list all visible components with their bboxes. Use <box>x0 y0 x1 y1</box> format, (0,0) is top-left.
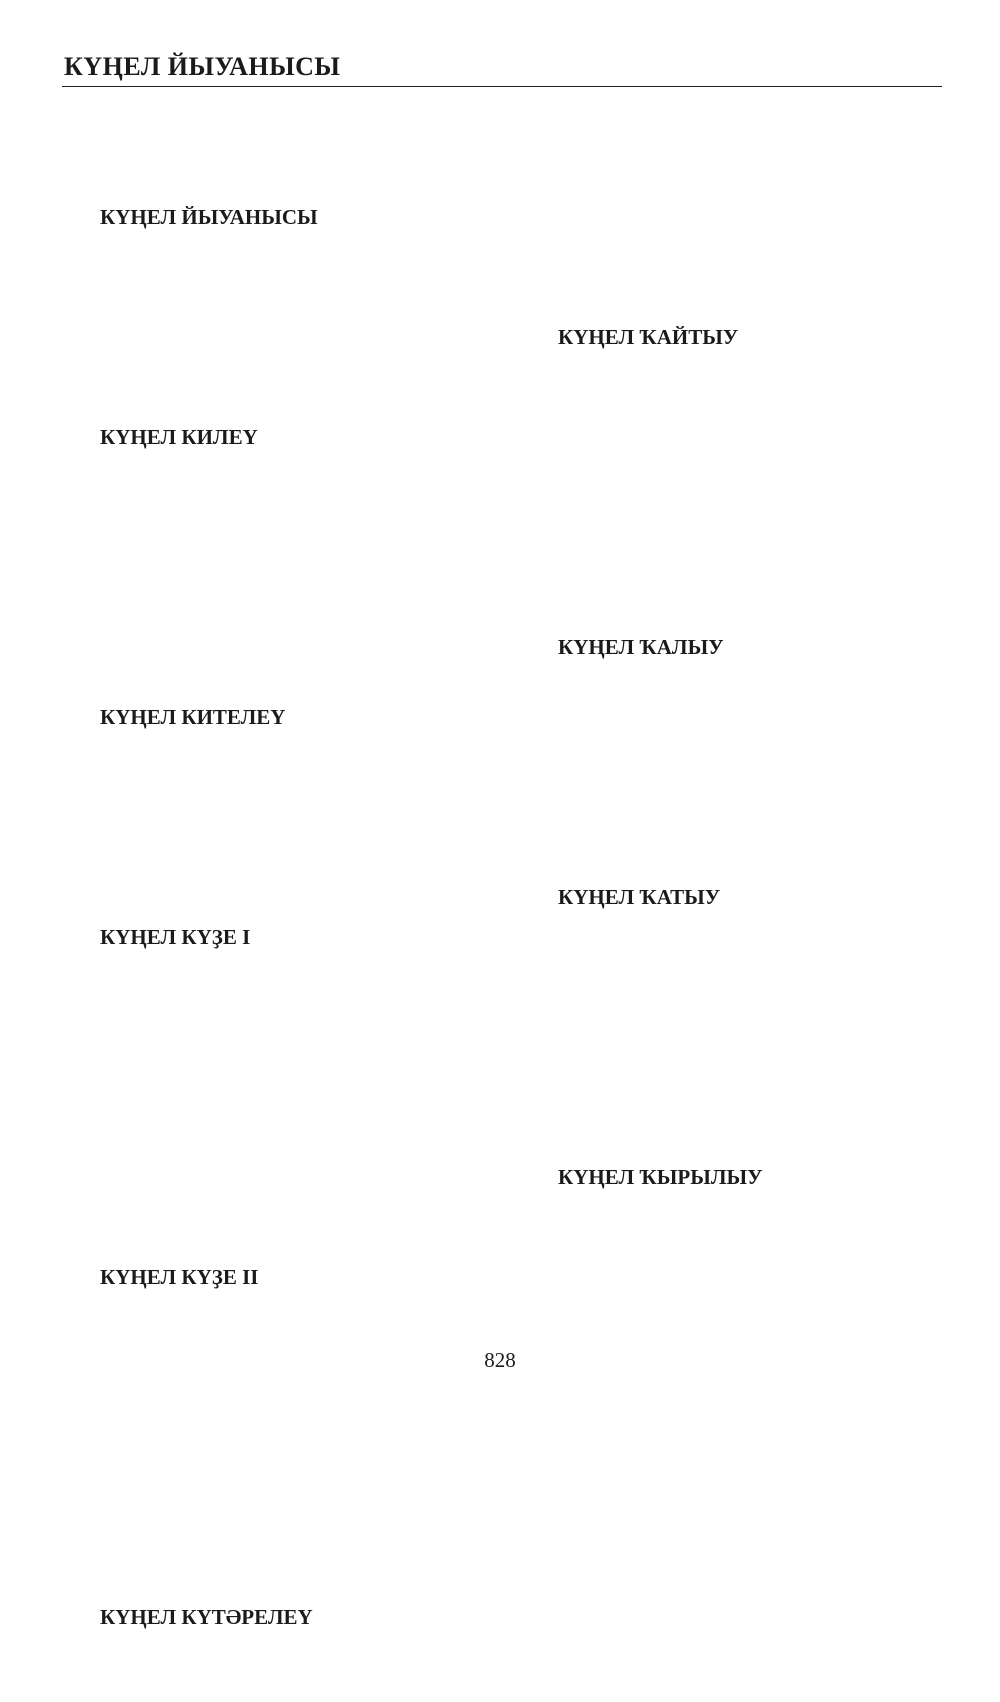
continuation-line <box>64 112 494 142</box>
running-head: КҮҢЕЛ ЙЫУАНЫСЫ <box>64 52 341 81</box>
entry-line <box>64 732 494 762</box>
dictionary-entry <box>522 1162 952 1492</box>
entry-headword: КҮҢЕЛ ҠАТЫУ <box>558 885 721 909</box>
continuation-line <box>522 202 952 232</box>
entry-line <box>522 1402 952 1432</box>
entry-line <box>64 762 494 792</box>
entry-line <box>64 1502 494 1532</box>
entry-line <box>522 912 952 942</box>
continuation-line <box>64 172 494 202</box>
entry-line <box>522 782 952 812</box>
continuation-line <box>522 112 952 142</box>
entry-line <box>64 632 494 662</box>
entry-line <box>522 1062 952 1092</box>
entry-line <box>64 852 494 882</box>
entry-line <box>522 442 952 472</box>
dictionary-entry <box>522 882 952 1152</box>
continuation-line <box>522 142 952 172</box>
entry-line <box>64 292 494 322</box>
entry-line <box>522 842 952 872</box>
entry-line <box>64 512 494 542</box>
page-number: 828 <box>484 1348 516 1372</box>
entry-line <box>522 752 952 782</box>
entry-line <box>64 822 494 852</box>
entry-headword: КҮҢЕЛ ҠАЙТЫУ <box>558 325 739 349</box>
entry-line <box>64 542 494 572</box>
entry-line <box>522 532 952 562</box>
entry-line <box>64 882 494 912</box>
entry-line <box>64 1412 494 1442</box>
entry-line <box>64 262 494 292</box>
entry-line <box>522 1032 952 1062</box>
continuation-line <box>522 262 952 292</box>
entry-line <box>64 452 494 482</box>
entry-headword: КҮҢЕЛ ҠАЛЫУ <box>558 635 724 659</box>
entry-line <box>522 1282 952 1312</box>
entry-line <box>64 352 494 382</box>
entry-line <box>522 1252 952 1282</box>
dictionary-entry <box>64 1602 494 1692</box>
entry-line <box>522 1192 952 1222</box>
entry-line <box>522 502 952 532</box>
continuation-line <box>522 172 952 202</box>
entry-line <box>64 982 494 1012</box>
entry-headword: КҮҢЕЛ ЙЫУАНЫСЫ <box>100 205 318 229</box>
entry-line <box>522 972 952 1002</box>
entry-line <box>64 1192 494 1222</box>
entry-line <box>522 592 952 622</box>
header-rule <box>62 86 942 87</box>
entry-line <box>64 1632 494 1662</box>
entry-line <box>64 1662 494 1692</box>
entry-line <box>64 482 494 512</box>
entry-line <box>522 412 952 442</box>
entry-line <box>64 662 494 692</box>
entry-line <box>64 322 494 352</box>
entry-line <box>522 692 952 722</box>
entry-line <box>64 1132 494 1162</box>
dictionary-entry <box>64 702 494 912</box>
entry-line <box>64 572 494 602</box>
entry-line <box>522 662 952 692</box>
entry-line <box>64 1072 494 1102</box>
dictionary-entry <box>64 422 494 692</box>
entry-line <box>522 1092 952 1122</box>
entry-line <box>64 952 494 982</box>
entry-line <box>64 1162 494 1192</box>
entry-headword: КҮҢЕЛ КҮТӘРЕЛЕҮ <box>100 1605 313 1629</box>
entry-line <box>522 1312 952 1342</box>
entry-line <box>522 562 952 592</box>
entry-line <box>64 1532 494 1562</box>
dictionary-entry <box>522 632 952 872</box>
entry-line <box>522 1002 952 1032</box>
entry-headword: КҮҢЕЛ ҠЫРЫЛЫУ <box>558 1165 763 1189</box>
entry-line <box>64 1562 494 1592</box>
entry-line <box>522 1462 952 1492</box>
dictionary-entry <box>64 1262 494 1592</box>
entry-line <box>522 382 952 412</box>
entry-line <box>522 352 952 382</box>
entry-headword: КҮҢЕЛ КИТЕЛЕҮ <box>100 705 286 729</box>
right-column <box>522 112 952 1502</box>
entry-line <box>522 1372 952 1402</box>
left-column <box>64 112 494 1702</box>
dictionary-entry <box>64 202 494 412</box>
entry-line <box>64 792 494 822</box>
entry-line <box>522 472 952 502</box>
entry-headword: КҮҢЕЛ КИЛЕҮ <box>100 425 258 449</box>
entry-line <box>522 1432 952 1462</box>
continuation-line <box>64 142 494 172</box>
continuation-line <box>522 292 952 322</box>
dictionary-entry <box>64 922 494 1252</box>
entry-line <box>64 602 494 632</box>
entry-line <box>64 1222 494 1252</box>
entry-headword: КҮҢЕЛ КҮҘЕ II <box>100 1265 259 1289</box>
entry-line <box>522 812 952 842</box>
entry-line <box>64 1042 494 1072</box>
entry-line <box>64 232 494 262</box>
entry-line <box>522 942 952 972</box>
entry-line <box>64 1012 494 1042</box>
entry-line <box>64 1442 494 1472</box>
entry-line <box>522 1122 952 1152</box>
dictionary-entry <box>522 322 952 622</box>
entry-line <box>64 1472 494 1502</box>
entry-line <box>522 722 952 752</box>
entry-line <box>64 1382 494 1412</box>
entry-headword: КҮҢЕЛ КҮҘЕ I <box>100 925 251 949</box>
entry-line <box>522 1222 952 1252</box>
entry-line <box>64 1102 494 1132</box>
entry-line <box>64 382 494 412</box>
continuation-line <box>522 232 952 262</box>
entry-line <box>64 1292 494 1322</box>
